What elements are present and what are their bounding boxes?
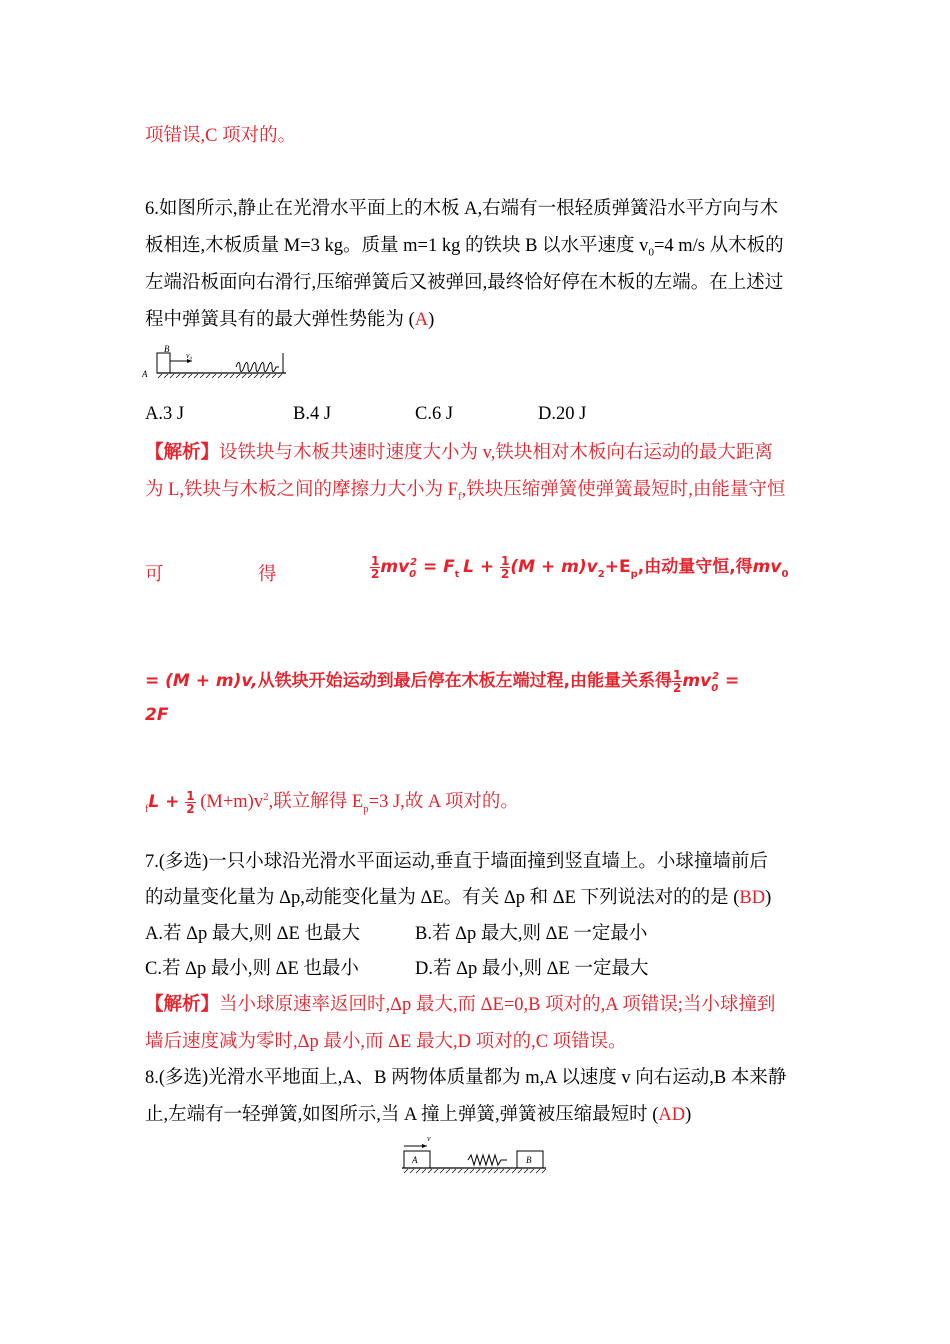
energy-equation-2: 2F (145, 705, 169, 725)
q7-option-c: C.若 Δp 最小,则 ΔE 也最小 (145, 959, 359, 979)
q6-option-d: D.20 J (538, 404, 587, 424)
q6-option-a: A.3 J (145, 404, 185, 424)
q8-line-1: 8.(多选)光滑水平地面上,A、B 两物体质量都为 m,A 以速度 v 向右运动,B 本来静 (145, 1068, 787, 1088)
q7-solution-line-2: 墙后速度减为零时,Δp 最小,而 ΔE 最大,D 项对的,C 项错误。 (145, 1032, 627, 1052)
solution-tag: 【解析】 (145, 995, 220, 1015)
text-line: 项错误,C 项对的。 (145, 126, 297, 146)
q8-figure (400, 1134, 550, 1176)
label-v: v (427, 1134, 431, 1143)
solution-tag: 【解析】 (145, 443, 220, 463)
q8-line-2: 止,左端有一轻弹簧,如图所示,当 A 撞上弹簧,弹簧被压缩最短时 (AD) (145, 1105, 692, 1125)
label-a: A (142, 369, 148, 379)
q6-line-3: 左端沿板面向右滑行,压缩弹簧后又被弹回,最终恰好停在木板的左端。在上述过 (145, 273, 784, 293)
q6-option-b: B.4 J (293, 404, 332, 424)
q6-option-c: C.6 J (415, 404, 454, 424)
q8-answer: AD (658, 1105, 686, 1125)
label-b: B (526, 1155, 532, 1165)
q6-line-2: 板相连,木板质量 M=3 kg。质量 m=1 kg 的铁块 B 以水平速度 $v_0=4$ m/s 从木板的 (145, 236, 784, 259)
q6-solution-final: $_f$L + $\frac{1}{2}$ $(M+m)v^2$,联立解得 $E_p=3$ J,故 A 项对的。 (145, 789, 519, 817)
q6-line-1: 6.如图所示,静止在光滑水平面上的木板 A,右端有一根轻质弹簧沿水平方向与木 (145, 199, 779, 219)
q7-option-a: A.若 Δp 最大,则 ΔE 也最大 (145, 924, 360, 944)
momentum-equation: = (M + m)v,从铁块开始运动到最后停在木板左端过程,由能量关系得 $\frac{1}{2}$ $mv_0^2$ = (145, 668, 740, 696)
energy-equation-1: $\frac{1}{2}$ $mv_0^2 = F_t$ L + $\frac{1}{2}$ $(M + m)v_2+E_p$,由动量守恒,得$mv_0$ (371, 554, 789, 582)
q7-option-b: B.若 Δp 最大,则 ΔE 一定最小 (415, 924, 648, 944)
label-v0: v₀ (186, 351, 193, 360)
q7-solution-line-1: 【解析】当小球原速率返回时,Δp 最大,而 ΔE=0,B 项对的,A 项错误;当小球撞到 (145, 995, 776, 1015)
label-b: B (164, 344, 170, 354)
q6-solution-line-1: 【解析】设铁块与木板共速时速度大小为 v,铁块相对木板向右运动的最大距离 (145, 443, 773, 463)
label-a: A (412, 1155, 418, 1165)
word-de: 得 (258, 565, 277, 585)
q6-answer: A (414, 310, 429, 330)
q7-answer: BD (739, 888, 766, 908)
q6-figure (140, 342, 290, 384)
q6-line-4: 程中弹簧具有的最大弹性势能为 (A) (145, 310, 435, 330)
q6-solution-line-2: 为 L,铁块与木板之间的摩擦力大小为 $F_f$,铁块压缩弹簧使弹簧最短时,由能量守恒 (145, 480, 786, 503)
q7-option-d: D.若 Δp 最小,则 ΔE 一定最大 (415, 959, 649, 979)
q7-line-1: 7.(多选)一只小球沿光滑水平面运动,垂直于墙面撞到竖直墙上。小球撞墙前后 (145, 852, 768, 872)
word-ke: 可 (145, 565, 164, 585)
q7-line-2: 的动量变化量为 Δp,动能变化量为 ΔE。有关 Δp 和 ΔE 下列说法对的的是 (BD) (145, 888, 772, 908)
